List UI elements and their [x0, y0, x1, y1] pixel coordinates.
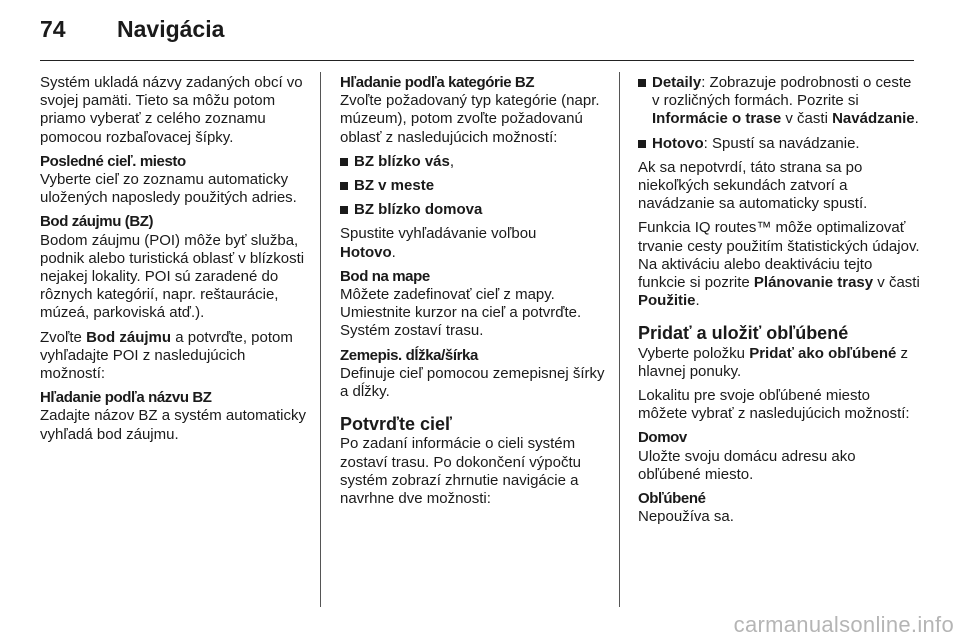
text-span: v časti [781, 110, 833, 128]
text-span: Spustite vyhľadávanie voľbou [340, 225, 537, 243]
text-span: . [914, 110, 919, 128]
home-text: Uložte svoju domácu adresu ako obľúbené miesto. [638, 447, 856, 483]
bold-term: Hotovo [652, 134, 704, 152]
last-destination-text: Vyberte cieľ zo zoznamu automaticky uložených naposledy použitých adries. [40, 171, 297, 207]
subheading-search-by-name: Hľadanie podľa názvu BZ [40, 389, 212, 407]
bullet-square-icon [340, 182, 348, 190]
header-divider [40, 60, 914, 61]
choose-poi-paragraph [40, 329, 310, 384]
bold-term: Plánovanie trasy [753, 274, 874, 292]
text-span: : Spustí sa navádzanie. [703, 134, 860, 152]
favourites-text: Nepoužíva sa. [638, 508, 734, 526]
column-divider [320, 72, 321, 607]
column-left [40, 74, 310, 450]
page-header [0, 0, 960, 64]
confirm-text: Po zadaní informácie o cieli systém zostaví trasu. Po dokončení výpočtu systém zobrazí zhrnutie navigácie a navrhne dve možnosti: [340, 435, 581, 508]
iq-routes-paragraph [638, 219, 920, 310]
list-item [340, 177, 610, 195]
text-span: . [695, 292, 700, 310]
poi-text: Bodom záujmu (POI) môže byť služba, podnik alebo turistická oblasť v blízkosti nejakej lokality. POI sú zaradené do rôznych kategórií, napr. reštaurácie, múzeá, parkoviská atď.). [40, 231, 305, 322]
add-favourite-paragraph [638, 345, 920, 381]
section-heading-confirm: Potvrďte cieľ [340, 414, 452, 435]
auto-start-text: Ak sa nepotvrdí, táto strana sa po niekoľkých sekundách zatvorí a navádzanie sa automaticky spustí. [638, 158, 868, 213]
text-span: z hlavnej ponuky. [638, 344, 909, 380]
intro-paragraph: Systém ukladá názvy zadaných obcí vo svojej pamäti. Tieto sa môžu potom priamo vyberať z celého zoznamu pomocou rozbaľovacej šípky. [40, 74, 303, 146]
coordinates-text: Definuje cieľ pomocou zemepisnej šírky a dĺžky. [340, 364, 605, 401]
text-span: . [391, 243, 396, 261]
bold-term: Bod záujmu [86, 328, 172, 346]
bold-term: Hotovo [340, 243, 392, 261]
bold-term: Použitie [638, 292, 696, 310]
column-divider [619, 72, 620, 607]
subheading-coordinates: Zemepis. dĺžka/šírka [340, 346, 478, 364]
text-span: : Zobrazuje podrobnosti o ceste v rozličných formách. Pozrite si [652, 74, 912, 110]
bold-term: BZ v meste [354, 177, 435, 195]
search-by-category-text: Zvoľte požadovaný typ kategórie (napr. múzeum), potom zvoľte požadovanú oblasť z nasledujúcich možností: [340, 92, 600, 146]
text-span: , [449, 152, 455, 170]
text-span: v časti [873, 274, 920, 292]
subheading-poi: Bod záujmu (BZ) [40, 213, 154, 231]
text-span: Funkcia IQ routes™ môže optimalizovať trvanie cesty použitím štatistických údajov. Na aktiváciu alebo deaktiváciu tejto funkcie si pozrite [638, 219, 920, 292]
list-item [638, 135, 920, 153]
list-item [340, 153, 610, 171]
start-search-paragraph [340, 225, 610, 261]
subheading-map-point: Bod na mape [340, 267, 430, 285]
text-span: Vyberte položku [638, 344, 750, 362]
section-heading-favourites: Pridať a uložiť obľúbené [638, 323, 849, 344]
subheading-home: Domov [638, 429, 687, 447]
bold-term: Detaily [652, 74, 702, 91]
bullet-square-icon [340, 158, 348, 166]
bullet-square-icon [638, 140, 646, 148]
watermark: carmanualsonline.info [733, 612, 954, 637]
column-middle [340, 74, 610, 514]
map-point-text: Môžete zadefinovať cieľ z mapy. Umiestnite kurzor na cieľ a potvrďte. Systém zostaví trasu. [340, 286, 582, 340]
bold-term: BZ blízko vás [354, 152, 450, 170]
list-item [340, 201, 610, 219]
bold-term: Informácie o trase [652, 110, 782, 128]
search-by-name-text: Zadajte názov BZ a systém automaticky vyhľadá bod záujmu. [40, 407, 306, 443]
column-right [638, 74, 920, 532]
favourite-options-text: Lokalitu pre svoje obľúbené miesto môžete vybrať z nasledujúcich možností: [638, 387, 910, 423]
text-span: Zvoľte [40, 328, 87, 346]
bold-term: Navádzanie [832, 110, 915, 128]
subheading-favourites: Obľúbené [638, 490, 706, 508]
subheading-search-by-category: Hľadanie podľa kategórie BZ [340, 74, 535, 91]
bullet-square-icon [638, 79, 646, 87]
page-number: 74 [40, 16, 66, 42]
bold-term: Pridať ako obľúbené [749, 344, 897, 362]
page-title: Navigácia [117, 16, 225, 42]
bullet-square-icon [340, 206, 348, 214]
text-span: a potvrďte, potom vyhľadajte POI z nasledujúcich možností: [40, 328, 293, 383]
subheading-last-destination: Posledné cieľ. miesto [40, 152, 186, 170]
bold-term: BZ blízko domova [354, 201, 483, 219]
list-item [638, 74, 920, 129]
